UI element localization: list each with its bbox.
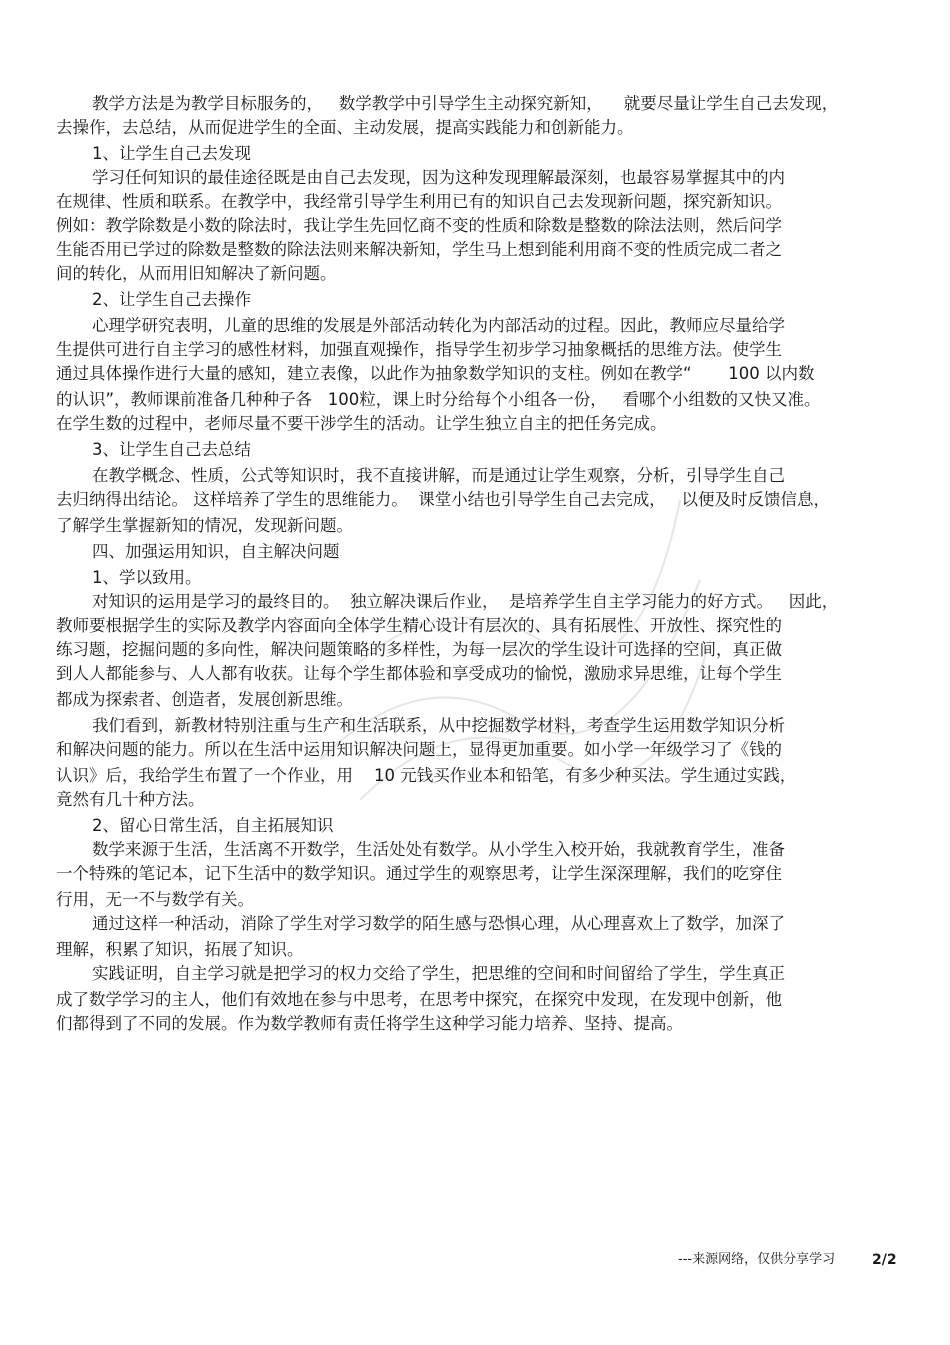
section-heading: 3、让学生自己去总结 [92, 440, 251, 459]
text-line: 认识》后，我给学生布置了一个作业，用 10 元钱买作业本和铅笔，有多少种买法。学生通过实践， [56, 766, 797, 785]
text-line: 到人人都能参与、人人都有收获。让每个学生都体验和享受成功的愉悦，激励求异思维，让每个学生 [56, 664, 782, 683]
text-line: 间的转化，从而用旧知解决了新问题。 [56, 264, 337, 283]
text-line: 实践证明，自主学习就是把学习的权力交给了学生，把思维的空间和时间留给了学生，学生真正 [92, 964, 785, 983]
text-line: 在教学概念、性质，公式等知识时，我不直接讲解，而是通过让学生观察，分析，引导学生自己 [92, 466, 785, 485]
text-line: 对知识的运用是学习的最终目的。 独立解决课后作业， 是培养学生自主学习能力的好方式。 因此， [92, 592, 839, 611]
text-line: 在学生数的过程中，老师尽量不要干涉学生的活动。让学生独立自主的把任务完成。 [56, 414, 667, 433]
text-line: 成了数学学习的主人，他们有效地在参与中思考，在思考中探究，在探究中发现，在发现中创新，他 [56, 990, 782, 1009]
footer-source-note: ---来源网络，仅供分享学习 [678, 1252, 836, 1267]
text-line: 一个特殊的笔记本，记下生活中的数学知识。通过学生的观察思考，让学生深深理解，我们的吃穿住 [56, 864, 782, 883]
text-line: 生能否用已学过的除数是整数的除法法则来解决新知，学生马上想到能利用商不变的性质完成二者之 [56, 240, 782, 259]
text-line: 通过具体操作进行大量的感知，建立表像，以此作为抽象数学知识的支柱。例如在教学“ 100 以内数 [56, 364, 815, 383]
section-heading: 1、学以致用。 [92, 568, 202, 587]
section-heading: 四、加强运用知识，自主解决问题 [92, 542, 340, 561]
text-line: 我们看到，新教材特别注重与生产和生活联系，从中挖掘数学材料，考查学生运用数学知识分析 [92, 716, 785, 735]
text-line: 行用，无一不与数学有关。 [56, 890, 254, 909]
text-line: 都成为探索者、创造者，发展创新思维。 [56, 690, 353, 709]
text-line: 去操作，去总结，从而促进学生的全面、主动发展，提高实践能力和创新能力。 [56, 118, 634, 137]
text-line: 竟然有几十种方法。 [56, 790, 205, 809]
text-line: 心理学研究表明，儿童的思维的发展是外部活动转化为内部活动的过程。因此，教师应尽量给学 [92, 316, 785, 335]
text-line: 教师要根据学生的实际及教学内容面向全体学生精心设计有层次的、具有拓展性、开放性、探究性的 [56, 616, 782, 635]
text-line: 和解决问题的能力。所以在生活中运用知识解决问题上，显得更加重要。如小学一年级学习了《钱的 [56, 740, 782, 759]
text-line: 在规律、性质和联系。在教学中，我经常引导学生利用已有的知识自己去发现新问题，探究新知识。 [56, 192, 782, 211]
text-line: 理解，积累了知识，拓展了知识。 [56, 940, 304, 959]
section-heading: 1、让学生自己去发现 [92, 144, 251, 163]
section-heading: 2、让学生自己去操作 [92, 290, 251, 309]
text-line: 的认识”，教师课前准备几种种子各 100粒，课上时分给每个小组各一份， 看哪个小组数的又快又准。 [56, 390, 821, 409]
text-line: 学习任何知识的最佳途径既是由自己去发现，因为这种发现理解最深刻，也最容易掌握其中的内 [92, 168, 785, 187]
text-line: 练习题，挖掘问题的多向性，解决问题策略的多样性，为每一层次的学生设计可选择的空间，真正做 [56, 640, 782, 659]
text-line: 教学方法是为教学目标服务的， 数学教学中引导学生主动探究新知， 就要尽量让学生自己去发现， [92, 94, 839, 113]
text-line: 例如：教学除数是小数的除法时，我让学生先回忆商不变的性质和除数是整数的除法法则，然后问学 [56, 216, 782, 235]
text-line: 生提供可进行自主学习的感性材料，加强直观操作，指导学生初步学习抽象概括的思维方法。使学生 [56, 340, 782, 359]
text-line: 通过这样一种活动，消除了学生对学习数学的陌生感与恐惧心理，从心理喜欢上了数学，加深了 [92, 914, 785, 933]
text-line: 去归纳得出结论。 这样培养了学生的思维能力。 课堂小结也引导学生自己去完成， 以便及时反馈信息， [56, 490, 830, 509]
text-line: 了解学生掌握新知的情况，发现新问题。 [56, 516, 353, 535]
text-line: 们都得到了不同的发展。作为数学教师有责任将学生这种学习能力培养、坚持、提高。 [56, 1014, 683, 1033]
page-number: 2/2 [872, 1252, 897, 1268]
section-heading: 2、留心日常生活，自主拓展知识 [92, 816, 334, 835]
text-line: 数学来源于生活，生活离不开数学，生活处处有数学。从小学生入校开始，我就教育学生，准备 [92, 840, 785, 859]
